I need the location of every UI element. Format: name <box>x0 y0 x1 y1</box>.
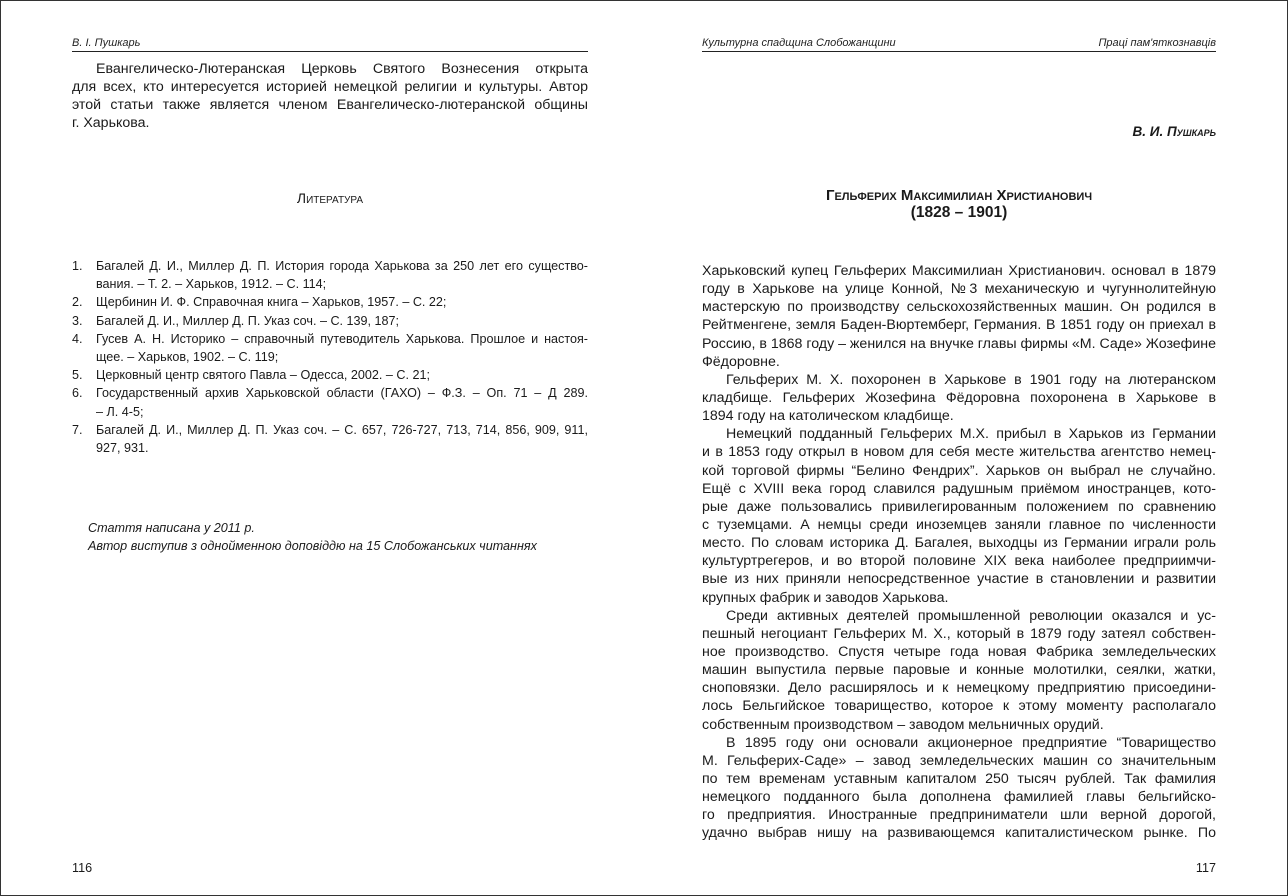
text-line: крупных фабрик и заводов Харькова. <box>702 589 949 606</box>
intro-paragraph <box>72 60 588 133</box>
reference-number: 3. <box>72 313 83 328</box>
text-line: по тем временам уставным капиталом 250 тысяч рублей. Так фамилия <box>702 770 1216 787</box>
text-line: Ещё с XVIII века город славился радушным приёмом иностранцев, кото- <box>702 480 1216 497</box>
reference-line: Багалей Д. И., Миллер Д. П. Указ соч. – С. 139, 187; <box>96 313 400 328</box>
reference-item <box>72 366 588 384</box>
reference-item <box>72 312 588 330</box>
article-years: (1828 – 1901) <box>910 204 1008 221</box>
text-line: вые из них приняли непосредственное участие в становлении и развитии <box>702 571 1216 588</box>
reference-line: Багалей Д. И., Миллер Д. П. История города Харькова за 250 лет его существо- <box>96 259 588 273</box>
page-number-left: 116 <box>72 861 93 875</box>
text-line: кладбище. Гельферих Жозефина Фёдоровна похоронена в Харькове в <box>702 389 1216 406</box>
text-line: сноповязки. Дело расширялось и к немецкому предприятию присоедини- <box>702 680 1216 697</box>
text-line: ное производство. Спустя четыре года новая Фабрика земледельческих <box>702 643 1216 660</box>
text-line: собственным производством – заводом мельничных орудий. <box>702 716 1104 733</box>
article-title-block <box>702 187 1216 221</box>
reference-item <box>72 293 588 311</box>
text-line: году в Харькове на улице Конной, №3 механическую и чугуннолитейную <box>702 281 1216 298</box>
header-rule <box>72 51 588 52</box>
page-number-right: 117 <box>1195 861 1216 875</box>
text-line: Фёдоровне. <box>702 353 780 370</box>
text-line: для всех, кто интересуется историей немецкой религии и культуры. Автор <box>72 79 588 96</box>
reference-line: – Л. 4-5; <box>96 404 144 419</box>
text-line: рые даже пользовались привилегированным положением по сравнению <box>702 498 1216 515</box>
reference-line: Багалей Д. И., Миллер Д. П. Указ соч. – С. 657, 726-727, 713, 714, 856, 909, 911, <box>96 422 588 437</box>
reference-number: 4. <box>72 331 83 346</box>
text-line: культуртрегеров, и во второй половине XIX века наиболее предприимчи- <box>702 553 1216 570</box>
text-line: немецкого подданного была дополнена фамилией главы бельгийско- <box>702 789 1216 806</box>
reference-line: Гусев А. Н. Историко – справочный путеводитель Харькова. Прошлое и настоя- <box>96 331 588 346</box>
text-line: Россию, в 1868 году – женился на внучке главы фирмы «М. Саде» Жозефине <box>702 335 1217 352</box>
note-line: Автор виступив з однойменною доповіддю на 15 Слобожанських читаннях <box>88 539 537 554</box>
text-line: Рейтменгене, земля Баден-Вюртемберг, Германия. В 1851 году он приехал в <box>702 317 1216 334</box>
text-line: Харьковский купец Гельферих Максимилиан Христианович. основал в 1879 <box>702 263 1216 279</box>
reference-item <box>72 421 588 457</box>
text-line: го предприятия. Иностранные предприниматели шли верной дорогой, <box>702 807 1216 824</box>
header-rule <box>702 51 1216 52</box>
text-line: удачно выбрав нишу на развивающемся капиталистическом рынке. По <box>702 825 1216 842</box>
text-line: Среди активных деятелей промышленной революции оказался и ус- <box>726 607 1216 624</box>
text-line: М. Гельферих-Саде» – завод земледельческих машин со значительным <box>702 752 1216 769</box>
text-line: кой торговой фирмы “Белино Фендрих”. Харьков он выбрал не случайно. <box>702 462 1216 479</box>
article-title: Гельферих Максимилиан Христианович <box>825 187 1093 204</box>
running-header-series: Праці пам'яткознавців <box>1098 37 1216 49</box>
running-header-collection: Культурна спадщина Слобожанщини <box>702 37 896 49</box>
references-title: Литература <box>296 190 364 206</box>
reference-number: 2. <box>72 295 83 310</box>
article-author: В. И. Пушкарь <box>1132 124 1216 139</box>
references-list <box>72 257 588 457</box>
reference-line: Щербинин И. Ф. Справочная книга – Харьков, 1957. – С. 22; <box>96 295 447 310</box>
text-line: лось Бельгийское товарищество, которое к этому моменту располагало <box>702 698 1216 715</box>
reference-line: вания. – Т. 2. – Харьков, 1912. – С. 114; <box>96 277 327 292</box>
reference-line: щее. – Харьков, 1902. – С. 119; <box>96 350 279 365</box>
reference-line: 927, 931. <box>96 441 149 456</box>
reference-line: Церковный центр святого Павла – Одесса, 2002. – С. 21; <box>96 368 431 383</box>
text-line: г. Харькова. <box>72 115 150 132</box>
reference-number: 1. <box>72 259 83 273</box>
text-line: с туземцами. А немцы среди иноземцев заняли главное по численности <box>702 516 1216 533</box>
reference-number: 7. <box>72 422 83 437</box>
article-body <box>702 262 1216 843</box>
text-line: Евангелическо-Лютеранская Церковь Святого Вознесения открыта <box>96 61 588 77</box>
text-line: 1894 году на католическом кладбище. <box>702 408 954 425</box>
text-line: пешный негоциант Гельферих М. Х., который в 1879 году затеял собствен- <box>702 625 1216 642</box>
reference-number: 6. <box>72 386 83 401</box>
text-line: Гельферих М. Х. похоронен в Харькове в 1901 году на лютеранском <box>726 371 1216 388</box>
text-line: этой статьи также является членом Евангелическо-лютеранской общины <box>72 97 588 114</box>
text-line: мастерскую по производству сельскохозяйственных машин. Он родился в <box>702 299 1216 316</box>
text-line: Немецкий подданный Гельферих М.Х. прибыл в Харьков из Германии <box>726 426 1216 443</box>
text-line: место. По словам историка Д. Багалея, выходцы из Германии играли роль <box>702 535 1216 552</box>
text-line: В 1895 году они основали акционерное предприятие “Товарищество <box>726 734 1216 751</box>
text-line: машин выпустила первые паровые и конные молотилки, сеялки, жатки, <box>702 662 1216 679</box>
text-line: и в 1853 году открыл в новом для себя месте жительства агентство немец- <box>702 444 1216 461</box>
reference-item <box>72 330 588 366</box>
note-line: Стаття написана у 2011 р. <box>88 521 255 535</box>
running-header-author: В. І. Пушкарь <box>72 37 141 49</box>
reference-line: Государственный архив Харьковской области (ГАХО) – Ф.З. – Оп. 71 – Д 289. <box>96 386 588 401</box>
reference-item <box>72 257 588 293</box>
article-note <box>88 519 537 555</box>
reference-number: 5. <box>72 368 83 383</box>
reference-item <box>72 384 588 420</box>
